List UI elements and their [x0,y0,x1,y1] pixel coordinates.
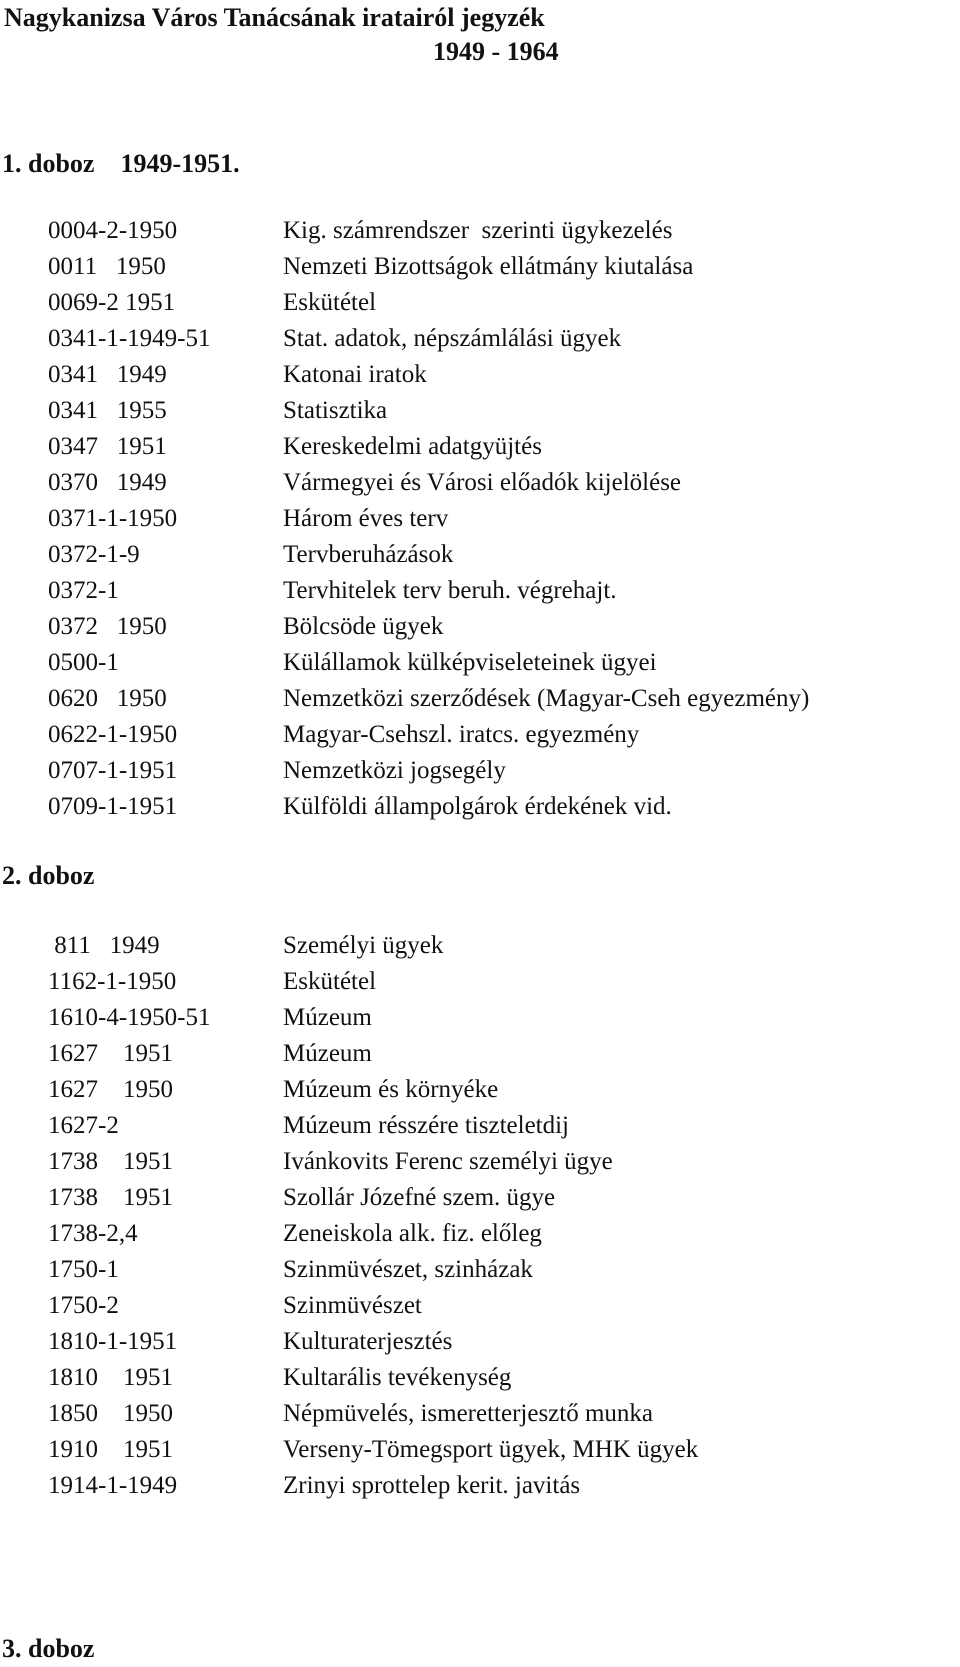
entry-code: 811 1949 [48,932,160,959]
entry-description: Nemzeti Bizottságok ellátmány kiutalása [283,253,694,280]
entry-description: Ivánkovits Ferenc személyi ügye [283,1148,613,1175]
entry-code: 1738 1951 [48,1184,173,1211]
entry-code: 1738 1951 [48,1148,173,1175]
entry-code: 0620 1950 [48,685,167,712]
entry-description: Kig. számrendszer szerinti ügykezelés [283,217,673,244]
entry-code: 1810-1-1951 [48,1328,178,1355]
entry-code: 0371-1-1950 [48,505,178,532]
entry-code: 0341 1955 [48,397,167,424]
entry-description: Stat. adatok, népszámlálási ügyek [283,325,622,352]
entry-code: 0372 1950 [48,613,167,640]
entry-description: Tervhitelek terv beruh. végrehajt. [283,577,617,604]
box-3-heading: 3. doboz [2,1634,95,1663]
entry-description: Statisztika [283,397,388,424]
entry-code: 1850 1950 [48,1400,173,1427]
entry-code: 0347 1951 [48,433,167,460]
document-period: 1949 - 1964 [433,37,559,66]
entry-description: Szollár Józefné szem. ügye [283,1184,556,1211]
entry-code: 0370 1949 [48,469,167,496]
entry-code: 1914-1-1949 [48,1472,178,1499]
entry-description: Múzeum [283,1040,372,1067]
entry-code: 1627 1951 [48,1040,173,1067]
entry-description: Zrinyi sprottelep kerit. javitás [283,1472,581,1499]
entry-code: 0500-1 [48,649,119,676]
entry-code: 1910 1951 [48,1436,173,1463]
entry-description: Nemzetközi jogsegély [283,757,506,784]
entry-description: Vármegyei és Városi előadók kijelölése [283,469,682,496]
entry-description: Szinmüvészet [283,1292,422,1319]
entry-code: 1627-2 [48,1112,119,1139]
box-2-heading: 2. doboz [2,861,95,890]
entry-description: Múzeum és környéke [283,1076,499,1103]
entry-description: Katonai iratok [283,361,427,388]
entry-code: 0004-2-1950 [48,217,178,244]
entry-description: Kereskedelmi adatgyüjtés [283,433,542,460]
entry-description: Szinmüvészet, szinházak [283,1256,533,1283]
entry-code: 0341-1-1949-51 [48,325,211,352]
entry-code: 1810 1951 [48,1364,173,1391]
entry-description: Múzeum [283,1004,372,1031]
entry-code: 0069-2 1951 [48,289,176,316]
entry-description: Nemzetközi szerződések (Magyar-Cseh egyezmény) [283,685,810,712]
entry-code: 0011 1950 [48,253,166,280]
entry-description: Tervberuházások [283,541,454,568]
entry-code: 1627 1950 [48,1076,173,1103]
entry-description: Magyar-Csehszl. iratcs. egyezmény [283,721,640,748]
entry-description: Múzeum résszére tiszteletdij [283,1112,569,1139]
entry-code: 0707-1-1951 [48,757,178,784]
entry-description: Három éves terv [283,505,449,532]
entry-code: 0372-1 [48,577,119,604]
entry-code: 1750-1 [48,1256,119,1283]
entry-description: Verseny-Tömegsport ügyek, MHK ügyek [283,1436,699,1463]
entry-description: Személyi ügyek [283,932,444,959]
entry-description: Kultarális tevékenység [283,1364,512,1391]
entry-description: Bölcsöde ügyek [283,613,444,640]
box-1-heading: 1. doboz 1949-1951. [2,149,240,178]
entry-code: 0341 1949 [48,361,167,388]
entry-description: Külföldi állampolgárok érdekének vid. [283,793,672,820]
entry-code: 0372-1-9 [48,541,140,568]
entry-description: Kulturaterjesztés [283,1328,453,1355]
entry-code: 1738-2,4 [48,1220,138,1247]
entry-description: Külállamok külképviseleteinek ügyei [283,649,657,676]
entry-description: Eskütétel [283,289,377,316]
entry-code: 0709-1-1951 [48,793,178,820]
entry-code: 1750-2 [48,1292,119,1319]
entry-description: Népmüvelés, ismeretterjesztő munka [283,1400,654,1427]
entry-code: 0622-1-1950 [48,721,178,748]
entry-description: Zeneiskola alk. fiz. előleg [283,1220,542,1247]
document-title: Nagykanizsa Város Tanácsának iratairól jegyzék [4,3,545,32]
entry-description: Eskütétel [283,968,377,995]
entry-code: 1610-4-1950-51 [48,1004,211,1031]
entry-code: 1162-1-1950 [48,968,177,995]
